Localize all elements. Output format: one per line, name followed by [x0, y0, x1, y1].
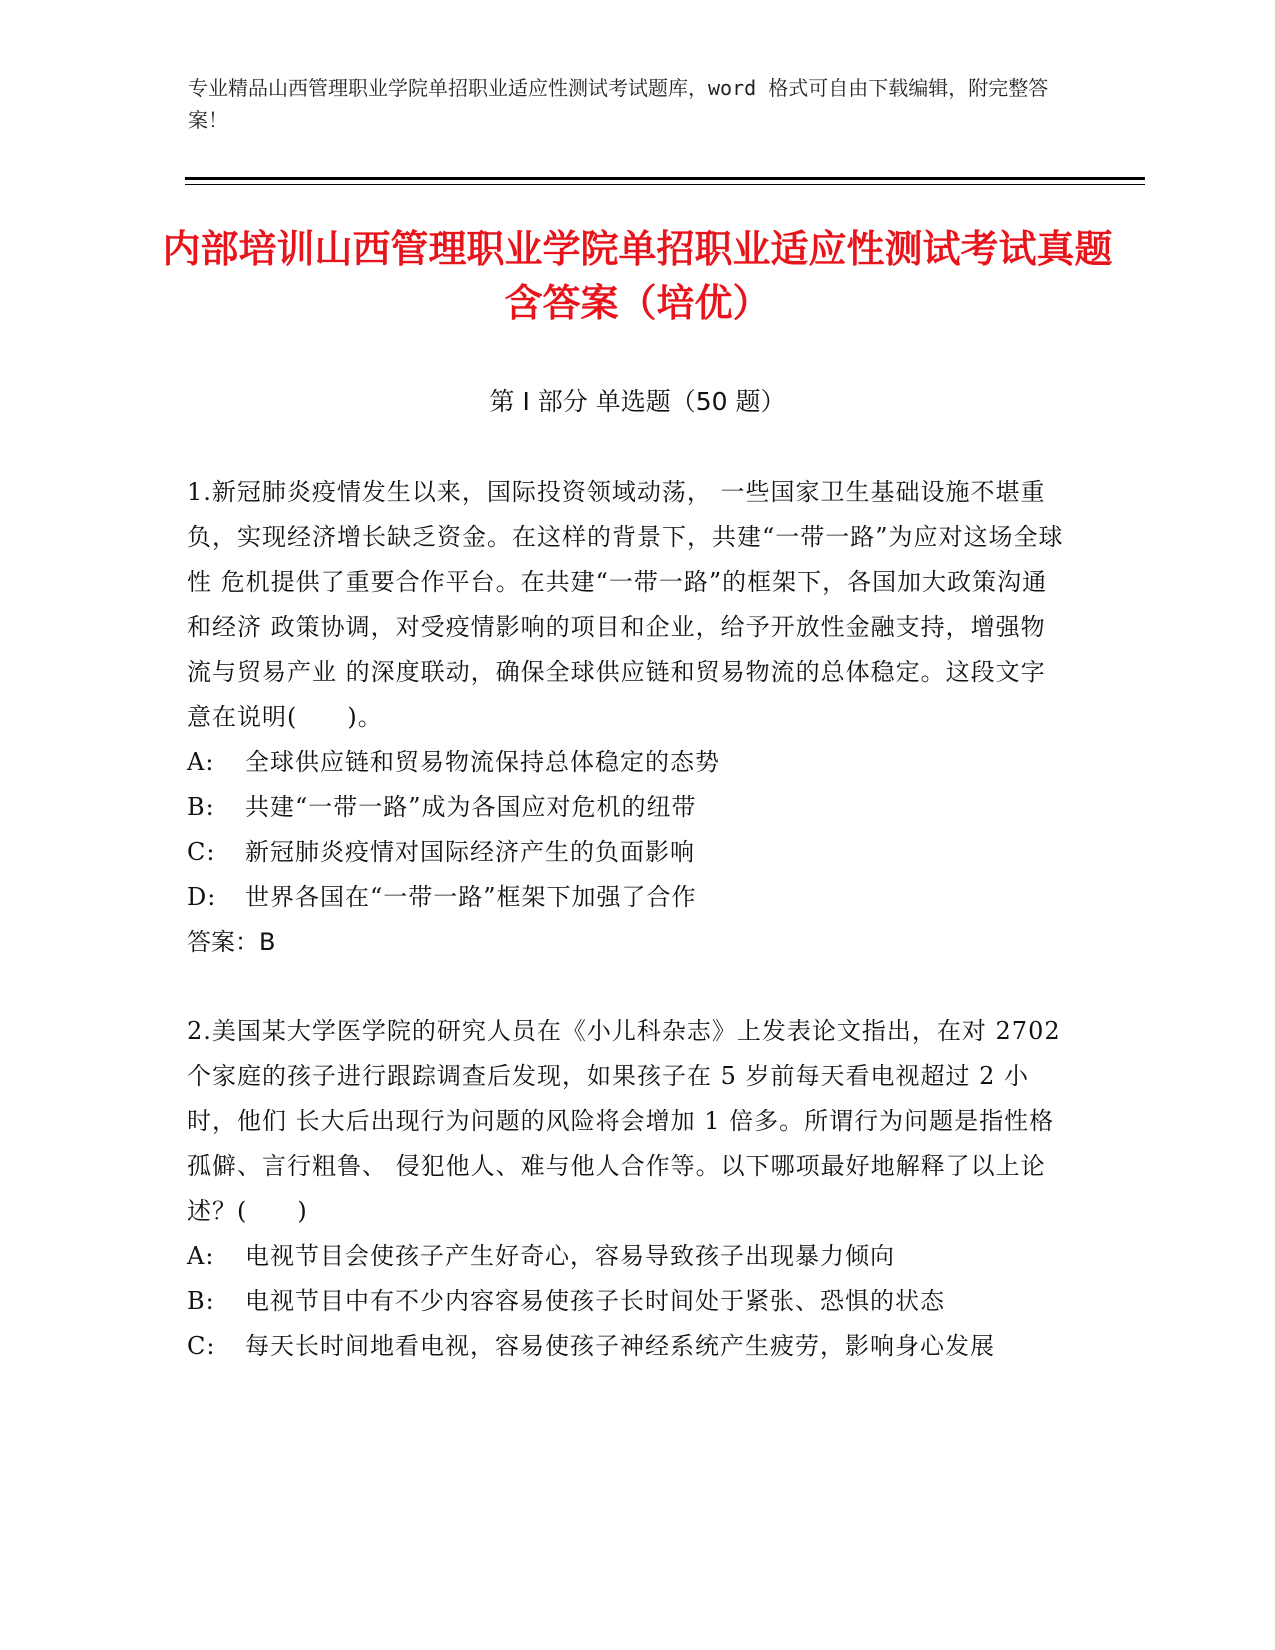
option-key: D:	[187, 883, 217, 911]
header-rule-thin	[185, 184, 1145, 185]
option-text: 新冠肺炎疫情对国际经济产生的负面影响	[245, 838, 695, 866]
document-title: 内部培训山西管理职业学院单招职业适应性测试考试真题含答案（培优）	[162, 227, 1113, 325]
option-text: 全球供应链和贸易物流保持总体稳定的态势	[245, 748, 720, 776]
option-key: B:	[187, 1287, 215, 1315]
option-key: C:	[187, 1332, 216, 1360]
option-a	[187, 740, 1067, 785]
question-2	[187, 1009, 1067, 1369]
answer-line: 答案：B	[187, 928, 276, 956]
question-list	[187, 470, 1067, 1413]
option-text: 每天长时间地看电视，容易使孩子神经系统产生疲劳，影响身心发展	[245, 1332, 995, 1360]
header-rule-thick	[185, 177, 1145, 180]
option-text: 电视节目会使孩子产生好奇心，容易导致孩子出现暴力倾向	[245, 1242, 895, 1270]
option-c	[187, 1324, 1067, 1369]
option-key: A:	[187, 1242, 215, 1270]
question-stem: 2.美国某大学医学院的研究人员在《小儿科杂志》上发表论文指出，在对 2702 个家庭的孩子进行跟踪调查后发现，如果孩子在 5 岁前每天看电视超过 2 小时，他们 长大后出现行为问题的风险将会增加 1 倍多。所谓行为问题是指性格孤僻、言行粗鲁、 侵犯他人、难与他人合作等。以下哪项最好地解释了以上论述？( )	[187, 1017, 1061, 1225]
option-key: A:	[187, 748, 215, 776]
option-key: B:	[187, 793, 215, 821]
option-b	[187, 785, 1067, 830]
option-d	[187, 875, 1067, 920]
section-heading: 第 I 部分 单选题（50 题）	[489, 387, 786, 416]
question-stem: 1.新冠肺炎疫情发生以来，国际投资领域动荡， 一些国家卫生基础设施不堪重 负，实现经济增长缺乏资金。在这样的背景下，共建“一带一路”为应对这场全球性 危机提供了重要合作平台。在共建“一带一路”的框架下，各国加大政策沟通和经济 政策协调，对受疫情影响的项目和企业，给予开放性金融支持，增强物流与贸易产业 的深度联动，确保全球供应链和贸易物流的总体稳定。这段文字意在说明( )。	[187, 478, 1064, 731]
option-key: C:	[187, 838, 216, 866]
option-text: 共建“一带一路”成为各国应对危机的纽带	[245, 793, 697, 821]
option-a	[187, 1234, 1067, 1279]
option-c	[187, 830, 1067, 875]
header-note: 专业精品山西管理职业学院单招职业适应性测试考试题库，word 格式可自由下载编辑，附完整答案！	[188, 76, 1049, 132]
option-text: 世界各国在“一带一路”框架下加强了合作	[245, 883, 697, 911]
option-b	[187, 1279, 1067, 1324]
question-1	[187, 470, 1067, 965]
option-text: 电视节目中有不少内容容易使孩子长时间处于紧张、恐惧的状态	[245, 1287, 945, 1315]
